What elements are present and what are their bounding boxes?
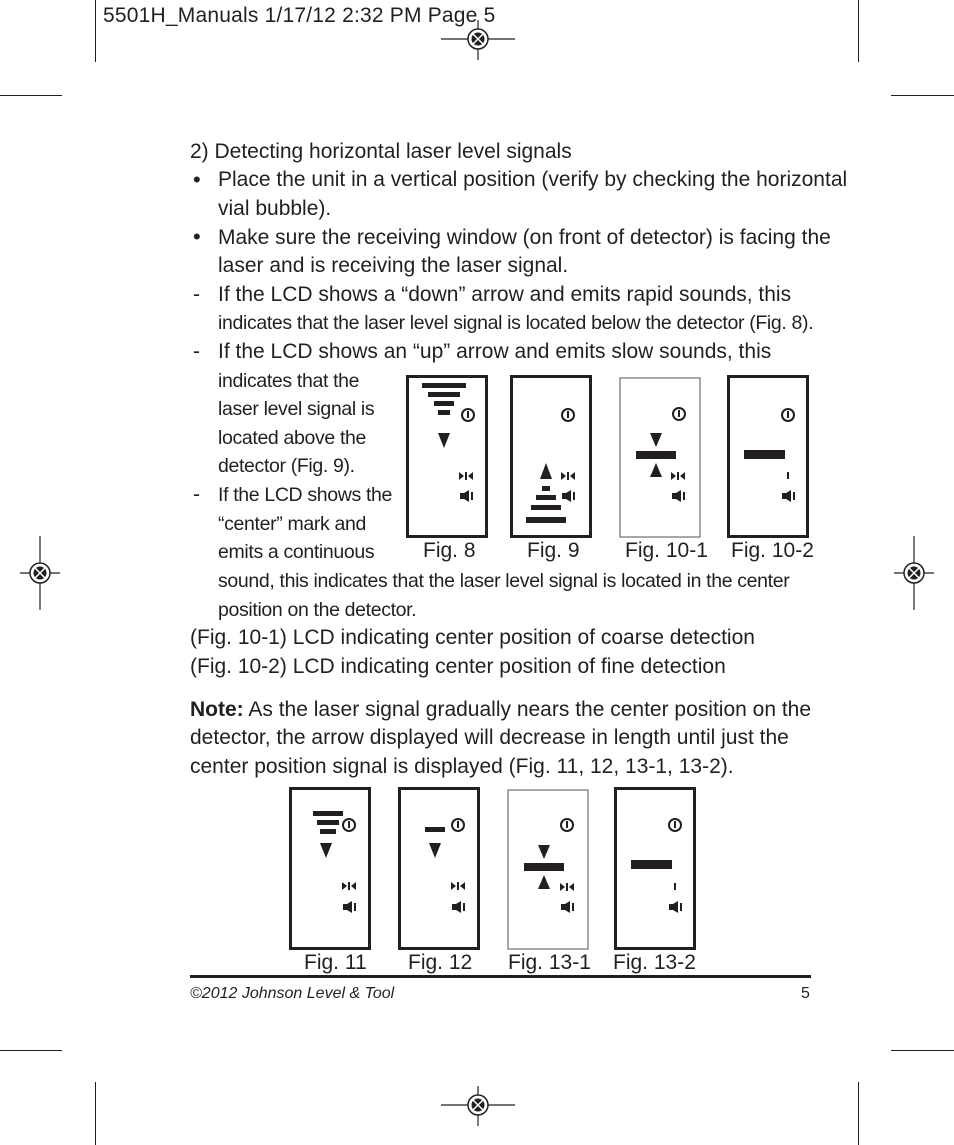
- bullet-text: laser and is receiving the laser signal.: [218, 254, 569, 277]
- dash-marker: -: [193, 483, 200, 506]
- figure-13-2-lcd: [614, 787, 696, 950]
- figure-10-1-lcd: [619, 377, 701, 538]
- registration-mark-icon: [894, 536, 934, 610]
- figure-10-2-lcd: [727, 375, 809, 538]
- figure-11-label: Fig. 11: [304, 951, 367, 974]
- up-arrow-text: detector (Fig. 9).: [218, 455, 355, 477]
- section-heading: 2) Detecting horizontal laser level signals: [190, 140, 572, 163]
- figure-12-lcd: [398, 787, 480, 950]
- figure-caption-text: (Fig. 10-2) LCD indicating center position of fine detection: [190, 655, 726, 678]
- note-text: detector, the arrow displayed will decrease in length until just the: [190, 726, 789, 749]
- registration-mark-icon: [441, 1086, 515, 1126]
- footer-rule: [190, 975, 811, 978]
- note-label: Note:: [190, 698, 244, 721]
- figure-caption-text: (Fig. 10-1) LCD indicating center position of coarse detection: [190, 626, 755, 649]
- bullet-marker: •: [193, 167, 201, 192]
- crop-mark: [891, 1050, 954, 1051]
- up-arrow-text: If the LCD shows an “up” arrow and emits slow sounds, this: [218, 340, 772, 363]
- figure-13-1-label: Fig. 13-1: [508, 951, 591, 974]
- figure-10-2-label: Fig. 10-2: [731, 539, 814, 562]
- center-mark-text: emits a continuous: [218, 541, 375, 563]
- figure-12-label: Fig. 12: [408, 951, 473, 974]
- bullet-text: vial bubble).: [218, 197, 332, 220]
- figure-11-lcd: [289, 787, 371, 950]
- note-text: center position signal is displayed (Fig. 11, 12, 13-1, 13-2).: [190, 755, 734, 778]
- printer-slug: 5501H_Manuals 1/17/12 2:32 PM Page 5: [103, 4, 496, 27]
- figure-8-lcd: [406, 375, 488, 538]
- center-mark-text: sound, this indicates that the laser level signal is located in the center: [218, 570, 790, 592]
- copyright: ©2012 Johnson Level & Tool: [190, 985, 395, 1002]
- bullet-marker: •: [193, 224, 201, 249]
- down-arrow-text: If the LCD shows a “down” arrow and emits rapid sounds, this: [218, 283, 792, 306]
- figure-8-label: Fig. 8: [423, 539, 476, 562]
- up-arrow-text: laser level signal is: [218, 398, 375, 420]
- figure-9-lcd: [510, 375, 592, 538]
- note-text: As the laser signal gradually nears the center position on the: [243, 698, 812, 721]
- crop-mark: [95, 0, 96, 62]
- page-number: 5: [801, 985, 810, 1002]
- figure-10-1-label: Fig. 10-1: [625, 539, 708, 562]
- crop-mark: [858, 1082, 859, 1145]
- figure-13-1-lcd: [507, 789, 589, 950]
- crop-mark: [0, 1050, 62, 1051]
- bullet-text: Place the unit in a vertical position (verify by checking the horizontal: [218, 168, 848, 191]
- up-arrow-text: indicates that the: [218, 370, 360, 392]
- up-arrow-text: located above the: [218, 427, 367, 449]
- crop-mark: [0, 95, 62, 96]
- bullet-text: Make sure the receiving window (on front of detector) is facing the: [218, 226, 831, 249]
- figure-9-label: Fig. 9: [527, 539, 580, 562]
- dash-marker: -: [193, 340, 200, 363]
- center-mark-text: “center” mark and: [218, 513, 366, 535]
- registration-mark-icon: [441, 20, 515, 60]
- down-arrow-text: indicates that the laser level signal is located below the detector (Fig. 8).: [218, 312, 814, 334]
- dash-marker: -: [193, 283, 200, 306]
- crop-mark: [891, 95, 954, 96]
- crop-mark: [95, 1082, 96, 1145]
- center-mark-text: If the LCD shows the: [218, 484, 393, 506]
- crop-mark: [858, 0, 859, 62]
- registration-mark-icon: [20, 536, 60, 610]
- figure-13-2-label: Fig. 13-2: [613, 951, 696, 974]
- note-paragraph: [190, 696, 811, 724]
- center-mark-text: position on the detector.: [218, 599, 417, 621]
